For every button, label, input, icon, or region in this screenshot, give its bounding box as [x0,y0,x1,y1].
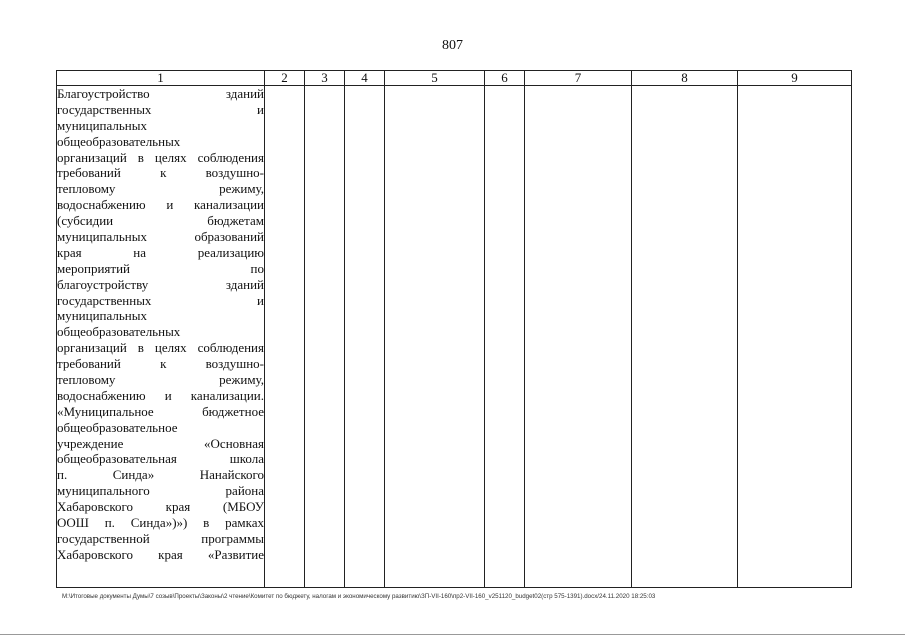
description-line: общеобразовательных [57,324,181,340]
column-header-2: 2 [265,71,305,86]
description-line: государственных и [57,292,264,308]
description-line: общеобразовательное [57,419,178,435]
description-line: муниципального района [57,483,264,499]
description-line: муниципальных [57,117,148,133]
footer-file-path: M:\Итоговые документы Думы\7 созыв\Проекты\Законы\2 чтение\Комитет по бюджету, налогам и экономическому развитию\ЗП-VII-160\пр2-VII-160_v251120_budget02(стр 575-1391).docx/24.11.2020 18:25:03 [62,593,656,600]
empty-cell [738,86,852,588]
empty-cell [632,86,738,588]
description-line: тепловому режиму, [57,372,264,388]
description-line: Хабаровского края «Развитие [57,546,264,562]
description-line: тепловому режиму, [57,181,264,197]
description-line: благоустройству зданий [57,276,264,292]
page-number: 807 [442,38,463,53]
description-cell [57,86,265,588]
description-line: государственных и [57,101,264,117]
column-header-7: 7 [525,71,632,86]
description-line: Хабаровского края (МБОУ [57,499,264,515]
column-header-1: 1 [57,71,265,86]
description-line: (субсидии бюджетам [57,213,264,229]
column-header-9: 9 [738,71,852,86]
description-line: края на реализацию [57,244,264,260]
description-line: общеобразовательная школа [57,451,264,467]
description-line: муниципальных образований [57,229,264,245]
column-header-5: 5 [385,71,485,86]
description-line: муниципальных [57,308,148,324]
empty-cell [345,86,385,588]
column-header-8: 8 [632,71,738,86]
bottom-divider [0,634,905,635]
description-line: требований к воздушно- [57,165,264,181]
empty-cell [525,86,632,588]
empty-cell [265,86,305,588]
empty-cell [385,86,485,588]
column-header-6: 6 [485,71,525,86]
column-header-3: 3 [305,71,345,86]
description-line: общеобразовательных [57,133,181,149]
empty-cell [485,86,525,588]
description-line: Благоустройство зданий [57,86,264,101]
description-line: п. Синда» Нанайского [57,467,264,483]
description-text [57,86,264,563]
budget-table [56,70,852,588]
empty-cell [305,86,345,588]
table-row [57,86,852,588]
column-header-4: 4 [345,71,385,86]
description-line: ООШ п. Синда»)») в рамках [57,515,264,531]
description-line: «Муниципальное бюджетное [57,403,264,419]
description-line: мероприятий по [57,260,264,276]
description-line: организаций в целях соблюдения [57,149,264,165]
description-line: водоснабжению и канализации. [57,387,264,403]
description-line: требований к воздушно- [57,356,264,372]
description-line: организаций в целях соблюдения [57,340,264,356]
description-line: государственной программы [57,530,264,546]
description-line: водоснабжению и канализации [57,197,264,213]
header-row [57,71,852,86]
description-line: учреждение «Основная [57,435,264,451]
